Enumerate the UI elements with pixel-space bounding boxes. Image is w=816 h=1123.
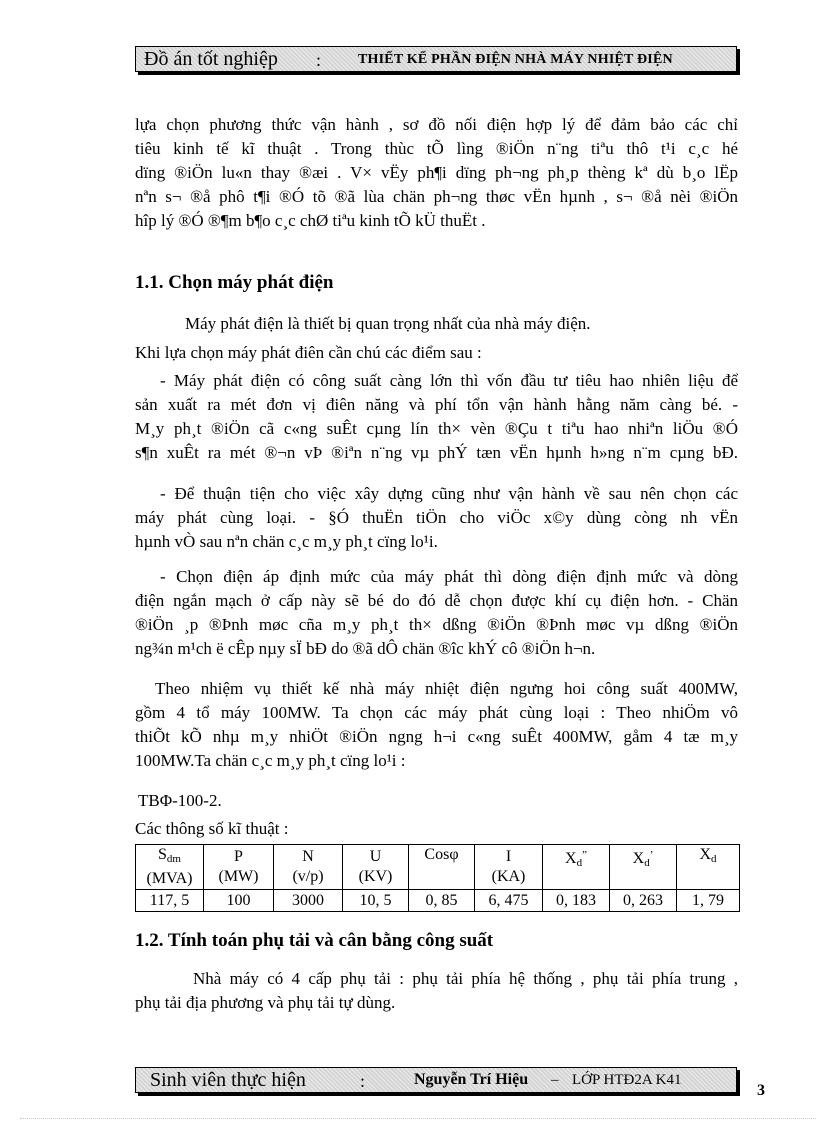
- section-heading-1-1: 1.1. Chọn máy phát điện: [135, 272, 334, 293]
- generator-params-table: [135, 844, 740, 912]
- text-line: gồm 4 tổ máy 100MW. Ta chọn các máy phát cùng loại : Theo nhiÖm vô: [135, 703, 738, 722]
- page-header: [135, 46, 737, 72]
- table-header-cell: $S_{dm}$ (MVA): [136, 845, 204, 890]
- table-header-cell: N (v/p): [274, 845, 343, 890]
- text-line: phụ tải địa phương và phụ tải tự dùng.: [135, 993, 396, 1012]
- text-line: điện ngắn mạch ở cấp này sẽ bé do đó dễ chọn được khí cụ điện hơn. - Chän: [135, 591, 738, 610]
- table-header-cell: I (KA): [475, 845, 543, 890]
- student-name: Nguyễn Trí Hiệu: [414, 1071, 529, 1088]
- page-footer: [135, 1067, 737, 1093]
- bullet-1: [135, 369, 738, 465]
- text-line: 100MW.Ta chän c¸c m¸y ph¸t cïng lo¹i :: [135, 751, 406, 770]
- header-title: THIẾT KẾ PHẦN ĐIỆN NHÀ MÁY NHIỆT ĐIỆN: [358, 52, 673, 67]
- student-class: LỚP HTĐ2A K41: [572, 1072, 682, 1088]
- table-cell: 3000: [274, 890, 343, 912]
- section1-criteria-intro: Khi lựa chọn máy phát điên cần chú các điểm sau :: [135, 343, 482, 362]
- text-line: tiêu kinh tế kĩ thuật . Trong thùc tÕ lìng ®iÖn n¨ng tiªu thô t¹i c¸c hé: [135, 139, 738, 158]
- table-header-cell: P (MW): [204, 845, 274, 890]
- bullet-2: [135, 482, 738, 554]
- table-cell: 1, 79: [677, 890, 740, 912]
- table-header-cell: $X_d^’$: [610, 845, 677, 890]
- text-line: nªn s¬ ®å phô t¶i ®Ó tõ ®ã lùa chän ph¬ng thøc vËn hµnh , s¬ ®å nèi ®iÖn: [135, 187, 738, 206]
- table-header-cell: Cosφ: [409, 845, 475, 890]
- table-cell: 117, 5: [136, 890, 204, 912]
- page-number: 3: [757, 1082, 765, 1099]
- table-cell: 6, 475: [475, 890, 543, 912]
- text-line: ng¾n m¹ch ë cÊp nµy sÏ bÐ do ®ã dÔ chän ®îc khÝ cô ®iÖn h¬n.: [135, 639, 596, 658]
- text-line: s¶n xuÊt ra mét ®¬n vÞ ®iªn n¨ng vµ phÝ tæn vËn hµnh h»ng n¨m cµng bÐ.: [135, 443, 738, 462]
- table-header-cell: $X_d$: [677, 845, 740, 890]
- table-row: [136, 890, 740, 912]
- generator-model: TBΦ-100-2.: [138, 791, 222, 810]
- task-paragraph: [135, 677, 738, 773]
- text-line: hµnh vÒ sau nªn chän c¸c m¸y ph¸t cïng lo¹i.: [135, 532, 438, 551]
- intro-paragraph: [135, 113, 738, 233]
- text-line: Theo nhiệm vụ thiết kế nhà máy nhiệt điện ngưng hoi công suất 400MW,: [155, 679, 738, 698]
- section1-intro: Máy phát điện là thiết bị quan trọng nhất của nhà máy điện.: [185, 314, 591, 333]
- text-line: lựa chọn phương thức vận hành , sơ đồ nối điện hợp lý để đảm bảo các chỉ: [135, 115, 738, 134]
- table-cell: 0, 183: [543, 890, 610, 912]
- text-line: máy phát cùng loại. - §Ó thuËn tiÖn cho viÖc x©y dùng còng nh vËn: [135, 508, 738, 527]
- table-cell: 0, 85: [409, 890, 475, 912]
- text-line: - Chọn điện áp định mức của máy phát thì dòng điện định mức và dòng: [160, 567, 738, 586]
- table-header-row: [136, 845, 740, 890]
- footer-label: Sinh viên thực hiện: [150, 1069, 306, 1091]
- load-paragraph: [135, 967, 738, 1015]
- header-label: Đồ án tốt nghiệp: [144, 48, 278, 70]
- bullet-3: [135, 565, 738, 661]
- text-line: hîp lý ®Ó ®¶m b¶o c¸c chØ tiªu kinh tÕ kÜ thuËt .: [135, 211, 486, 230]
- page-edge-divider: [20, 1118, 816, 1119]
- text-line: sản xuất ra mét đơn vị điên năng và phí tổn vận hành hằng năm càng bé. -: [135, 395, 738, 414]
- text-line: M¸y ph¸t ®iÖn cã c«ng suÊt cµng lín th× vèn ®Çu t tiªu hao nhiªn liÖu ®Ó: [135, 419, 738, 438]
- footer-dash: –: [551, 1072, 559, 1088]
- text-line: - Máy phát điện có công suất càng lớn thì vốn đầu tư tiêu hao nhiên liệu để: [160, 371, 738, 390]
- params-label: Các thông số kĩ thuật :: [135, 819, 289, 838]
- table-cell: 100: [204, 890, 274, 912]
- table-header-cell: U (KV): [343, 845, 409, 890]
- footer-separator: :: [360, 1071, 366, 1091]
- table-cell: 0, 263: [610, 890, 677, 912]
- section-heading-1-2: 1.2. Tính toán phụ tải và cân bằng công suất: [135, 930, 494, 951]
- table-cell: 10, 5: [343, 890, 409, 912]
- text-line: dïng ®iÖn lu«n thay ®æi . V× vËy ph¶i dïng ph¬ng ph¸p thèng kª dù b¸o lËp: [135, 163, 738, 182]
- text-line: Nhà máy có 4 cấp phụ tải : phụ tải phía hệ thống , phụ tải phía trung ,: [193, 969, 738, 988]
- table-header-cell: $X_d^”$: [543, 845, 610, 890]
- text-line: ®iÖn ¸p ®Þnh møc cña m¸y ph¸t th× dßng ®iÖn ®Þnh møc vµ dßng ®iÖn: [135, 615, 738, 634]
- header-separator: :: [316, 50, 322, 70]
- text-line: - Để thuận tiện cho việc xây dựng cũng như vận hành về sau nên chọn các: [160, 484, 738, 503]
- text-line: thiÕt kÕ nhµ m¸y nhiÖt ®iÖn ngng h¬i c«ng suÊt 400MW, gåm 4 tæ m¸y: [135, 727, 738, 746]
